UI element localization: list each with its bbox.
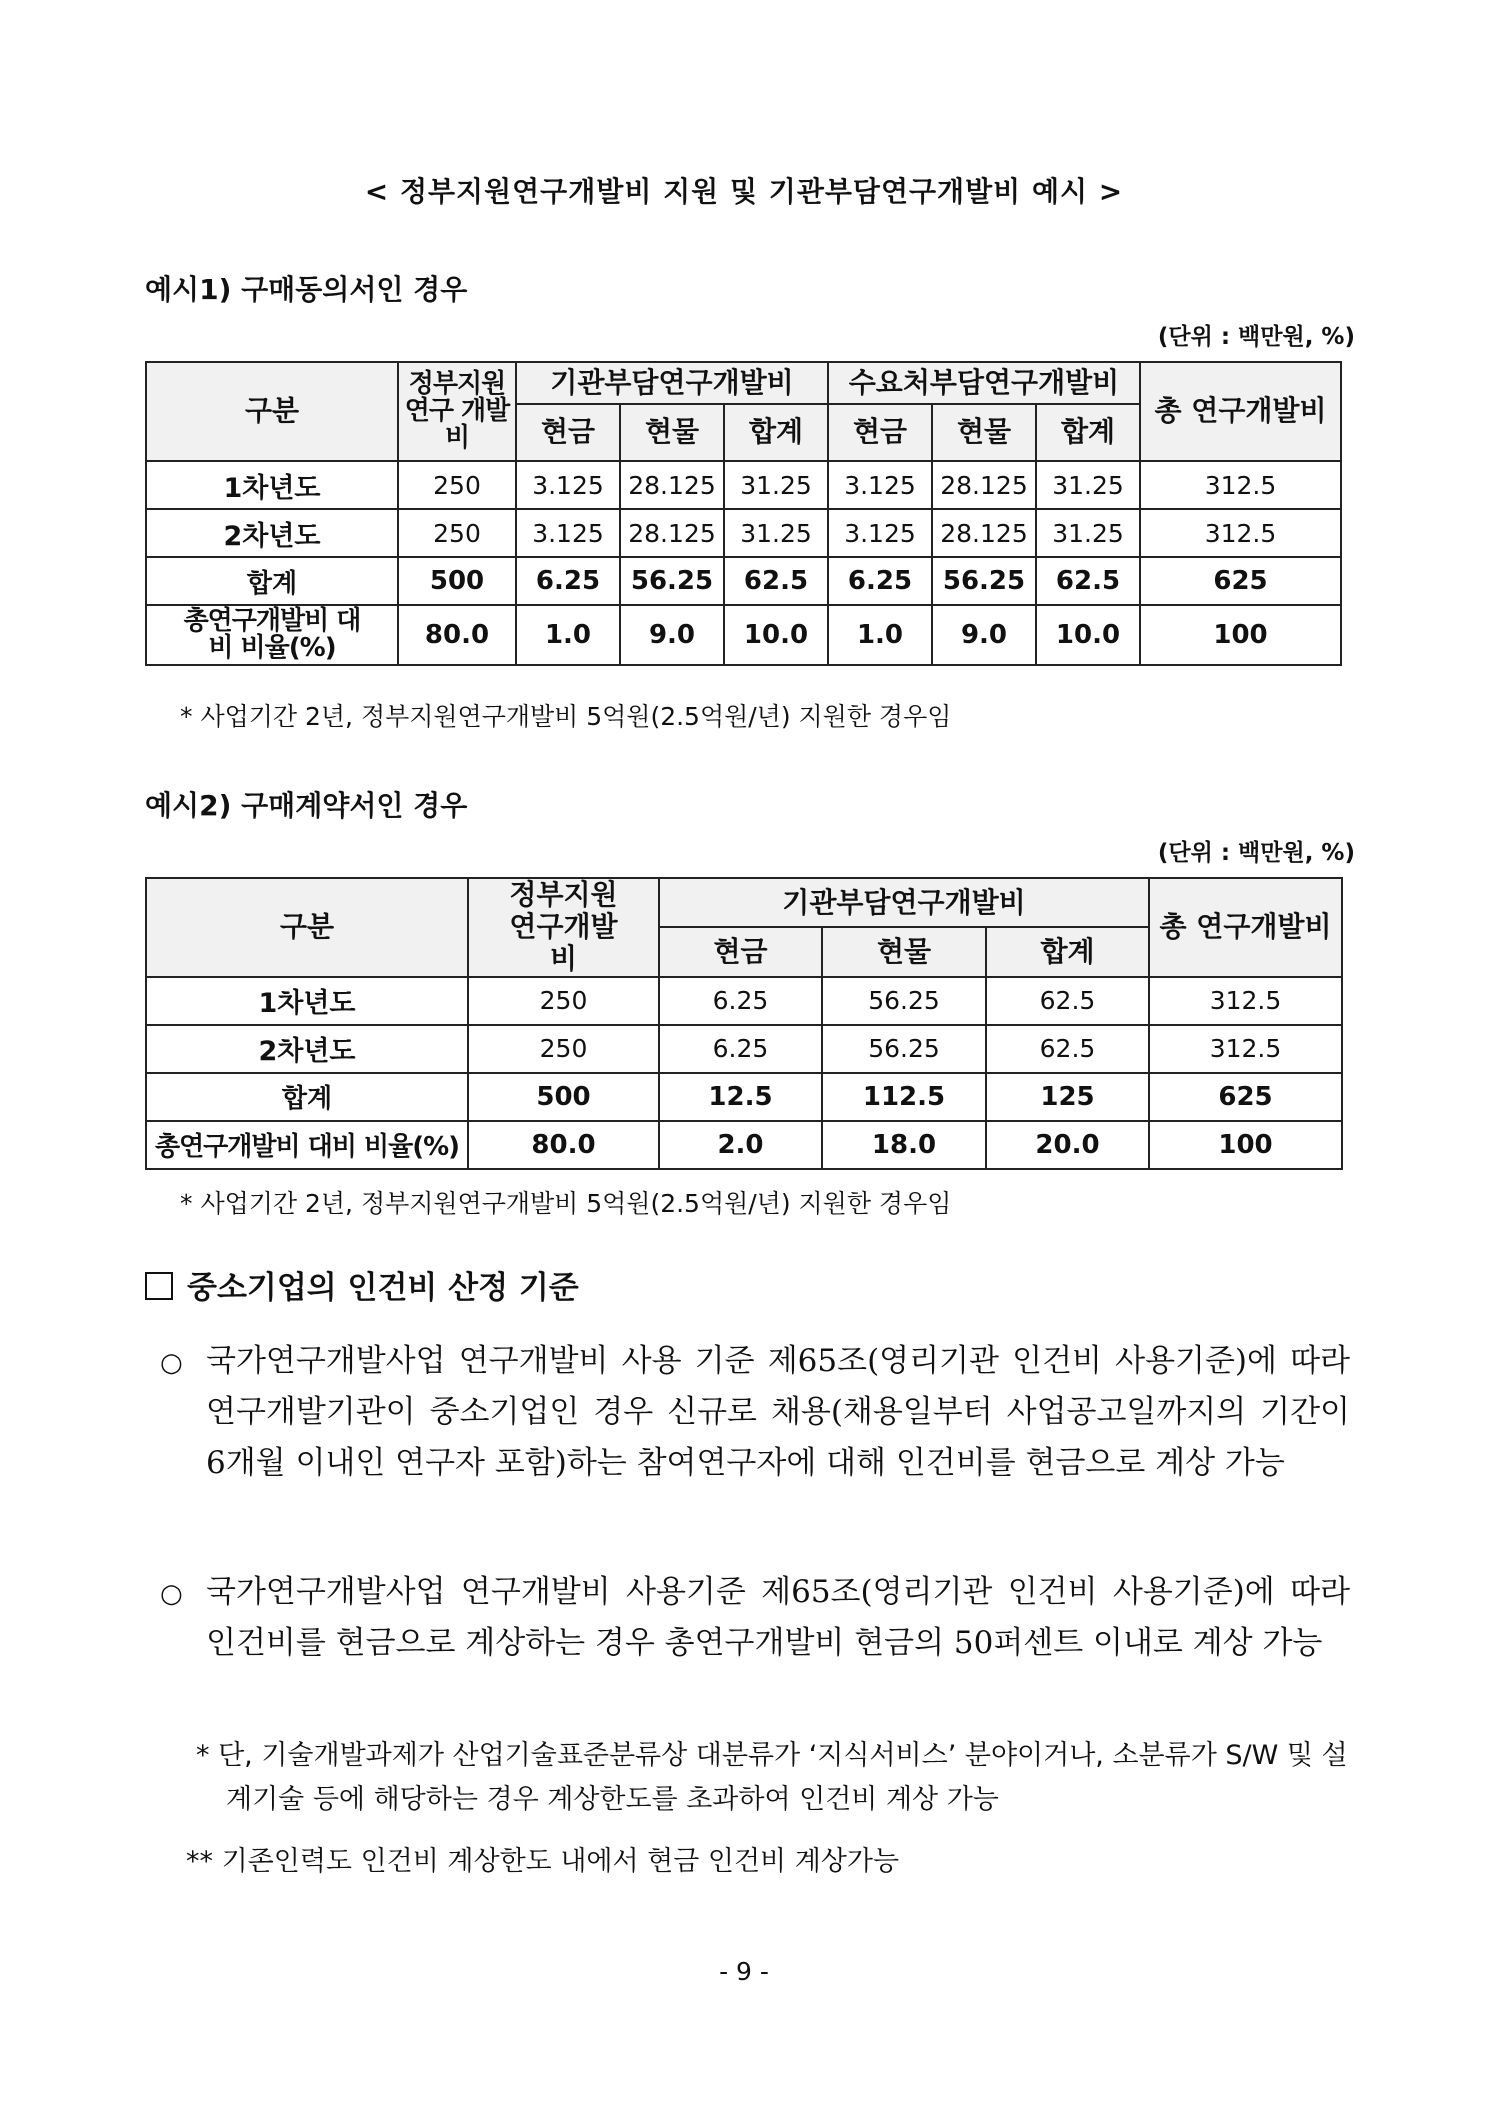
table-cell: 56.25	[822, 1025, 986, 1073]
table-cell: 6.25	[828, 557, 932, 605]
table-cell: 125	[986, 1073, 1149, 1121]
paragraph-text: 국가연구개발사업 연구개발비 사용기준 제65조(영리기관 인건비 사용기준)에 따라 인건비를 현금으로 계상하는 경우 총연구개발비 현금의 50퍼센트 이내로 계상 가능	[206, 1574, 1350, 1661]
table-row	[146, 977, 1342, 1025]
table-cell: 312.5	[1149, 1025, 1342, 1073]
table-cell: 56.25	[822, 977, 986, 1025]
header-cash: 현금	[659, 927, 822, 976]
header-inkind: 현물	[932, 404, 1036, 461]
row-label: 합계	[146, 1073, 468, 1121]
table-cell: 31.25	[1036, 509, 1140, 557]
table-cell: 500	[468, 1073, 659, 1121]
table-cell: 1.0	[828, 605, 932, 665]
table-cell: 6.25	[659, 1025, 822, 1073]
checkbox-square-icon	[145, 1272, 173, 1300]
row-label: 2차년도	[146, 509, 398, 557]
table-cell: 1.0	[516, 605, 620, 665]
table-cell: 62.5	[986, 977, 1149, 1025]
table-cell: 28.125	[620, 509, 724, 557]
table-cell: 625	[1140, 557, 1341, 605]
table-cell: 28.125	[932, 461, 1036, 509]
header-category: 구분	[146, 362, 398, 461]
table-cell: 250	[398, 509, 516, 557]
table-cell: 10.0	[1036, 605, 1140, 665]
table-cell: 112.5	[822, 1073, 986, 1121]
paragraph-text: 국가연구개발사업 연구개발비 사용 기준 제65조(영리기관 인건비 사용기준)에 따라 연구개발기관이 중소기업인 경우 신규로 채용(채용일부터 사업공고일까지의 기간이 6개월 이내인 연구자 포함)하는 참여연구자에 대해 인건비를 현금으로 계상 가능	[206, 1343, 1350, 1481]
header-category: 구분	[146, 878, 468, 977]
table-cell: 12.5	[659, 1073, 822, 1121]
example1-table	[145, 361, 1342, 666]
table-cell: 312.5	[1140, 461, 1341, 509]
header-gov-funding: 정부지원 연구개발비	[468, 878, 659, 977]
header-gov-funding: 정부지원 연구 개발비	[398, 362, 516, 461]
table-cell: 6.25	[659, 977, 822, 1025]
header-inst-funding: 기관부담연구개발비	[516, 362, 828, 404]
table-cell: 500	[398, 557, 516, 605]
table-cell: 250	[468, 977, 659, 1025]
row-label: 1차년도	[146, 461, 398, 509]
row-label: 합계	[146, 557, 398, 605]
table-cell: 80.0	[468, 1121, 659, 1169]
table-cell: 625	[1149, 1073, 1342, 1121]
table-cell: 3.125	[516, 509, 620, 557]
table-cell: 3.125	[516, 461, 620, 509]
table-cell: 6.25	[516, 557, 620, 605]
table-cell: 18.0	[822, 1121, 986, 1169]
table-cell: 250	[398, 461, 516, 509]
table-cell: 31.25	[1036, 461, 1140, 509]
table-cell: 28.125	[932, 509, 1036, 557]
table-row	[146, 1121, 1342, 1169]
table-row	[146, 557, 1341, 605]
row-label: 총연구개발비 대비 비율(%)	[146, 605, 398, 665]
table-cell: 250	[468, 1025, 659, 1073]
section-title: 중소기업의 인건비 산정 기준	[187, 1270, 579, 1306]
circle-bullet-icon: ○	[160, 1579, 183, 1609]
table-cell: 56.25	[620, 557, 724, 605]
example1-title: 예시1) 구매동의서인 경우	[145, 273, 468, 306]
header-total: 총 연구개발비	[1149, 878, 1342, 977]
table-cell: 80.0	[398, 605, 516, 665]
table-cell: 312.5	[1140, 509, 1341, 557]
footnote-star-2: ** 기존인력도 인건비 계상한도 내에서 현금 인건비 계상가능	[186, 1846, 900, 1877]
table-cell: 28.125	[620, 461, 724, 509]
header-total: 총 연구개발비	[1140, 362, 1341, 461]
header-inst-funding: 기관부담연구개발비	[659, 878, 1149, 927]
example2-title: 예시2) 구매계약서인 경우	[145, 789, 468, 822]
table-row	[146, 509, 1341, 557]
example1-unit: (단위 : 백만원, %)	[1157, 324, 1355, 350]
example2-unit: (단위 : 백만원, %)	[1157, 840, 1355, 866]
row-label: 총연구개발비 대비 비율(%)	[146, 1121, 468, 1169]
table-cell: 62.5	[986, 1025, 1149, 1073]
header-cash: 현금	[516, 404, 620, 461]
table-cell: 62.5	[724, 557, 828, 605]
table-cell: 312.5	[1149, 977, 1342, 1025]
table-cell: 31.25	[724, 509, 828, 557]
header-inkind: 현물	[620, 404, 724, 461]
header-sum: 합계	[1036, 404, 1140, 461]
table-cell: 100	[1149, 1121, 1342, 1169]
table-cell: 3.125	[828, 509, 932, 557]
document-title: < 정부지원연구개발비 지원 및 기관부담연구개발비 예시 >	[364, 175, 1124, 208]
header-sum: 합계	[986, 927, 1149, 976]
table-cell: 9.0	[932, 605, 1036, 665]
row-label: 1차년도	[146, 977, 468, 1025]
table-cell: 62.5	[1036, 557, 1140, 605]
example2-note: * 사업기간 2년, 정부지원연구개발비 5억원(2.5억원/년) 지원한 경우임	[180, 1189, 952, 1218]
footnote-star-1: * 단, 기술개발과제가 산업기술표준분류상 대분류가 ‘지식서비스’ 분야이거나, 소분류가 S/W 및 설계기술 등에 해당하는 경우 계상한도를 초과하여 인건비 계상 가능	[196, 1740, 1348, 1815]
example2-table	[145, 877, 1343, 1170]
header-demand-funding: 수요처부담연구개발비	[828, 362, 1140, 404]
table-row	[146, 1025, 1342, 1073]
example1-note: * 사업기간 2년, 정부지원연구개발비 5억원(2.5억원/년) 지원한 경우임	[180, 702, 952, 731]
header-cash: 현금	[828, 404, 932, 461]
table-row	[146, 605, 1341, 665]
header-sum: 합계	[724, 404, 828, 461]
row-label: 2차년도	[146, 1025, 468, 1073]
paragraph-1	[160, 1336, 1350, 1489]
table-cell: 20.0	[986, 1121, 1149, 1169]
header-inkind: 현물	[822, 927, 986, 976]
section-heading	[145, 1262, 579, 1307]
table-row	[146, 1073, 1342, 1121]
page-number: - 9 -	[719, 1957, 769, 1986]
table-cell: 31.25	[724, 461, 828, 509]
table-cell: 2.0	[659, 1121, 822, 1169]
circle-bullet-icon: ○	[160, 1348, 183, 1378]
paragraph-2	[160, 1567, 1350, 1669]
table-cell: 10.0	[724, 605, 828, 665]
table-cell: 3.125	[828, 461, 932, 509]
table-row	[146, 461, 1341, 509]
table-cell: 100	[1140, 605, 1341, 665]
table-cell: 9.0	[620, 605, 724, 665]
table-cell: 56.25	[932, 557, 1036, 605]
